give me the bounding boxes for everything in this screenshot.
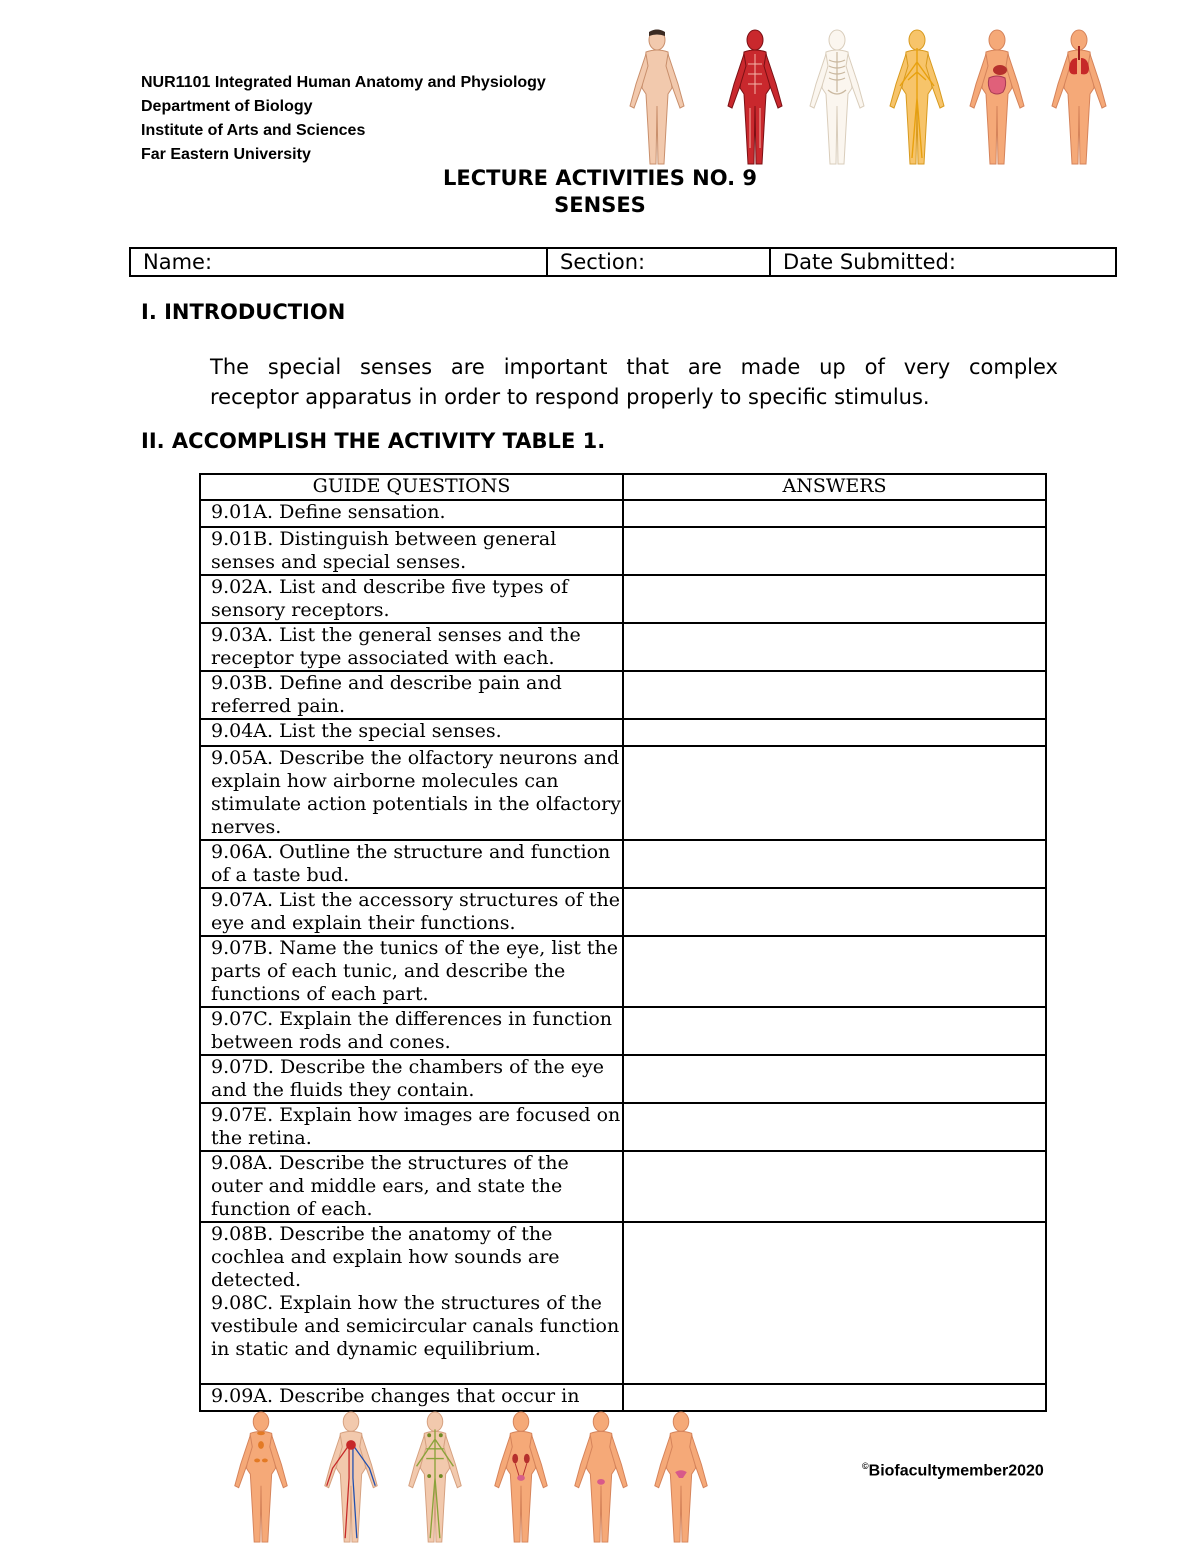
table-header-row: [200, 474, 1046, 500]
female-reproductive-system-figure: [646, 1410, 716, 1544]
respiratory-system-figure: [1046, 28, 1112, 166]
copyright-symbol: ©: [862, 1461, 869, 1471]
copyright-notice: [862, 1461, 1044, 1480]
answer-cell[interactable]: [623, 888, 1046, 936]
answer-cell[interactable]: [623, 671, 1046, 719]
nervous-system-figure: [884, 28, 950, 166]
guide-question: 9.06A. Outline the structure and function of a taste bud.: [200, 840, 623, 888]
digestive-system-figure: [964, 28, 1030, 166]
date-submitted-label: Date Submitted:: [783, 250, 956, 274]
answer-cell[interactable]: [623, 1103, 1046, 1151]
guide-question: 9.07E. Explain how images are focused on the retina.: [200, 1103, 623, 1151]
guide-question: 9.01A. Define sensation.: [200, 500, 623, 527]
guide-question: 9.07A. List the accessory structures of the eye and explain their functions.: [200, 888, 623, 936]
guide-question: 9.02A. List and describe five types of sensory receptors.: [200, 575, 623, 623]
table-row: [200, 840, 1046, 888]
guide-question: 9.07D. Describe the chambers of the eye and the fluids they contain.: [200, 1055, 623, 1103]
guide-questions-header: GUIDE QUESTIONS: [200, 474, 623, 500]
answer-cell[interactable]: [623, 746, 1046, 840]
table-row: [200, 746, 1046, 840]
guide-question: 9.03B. Define and describe pain and referred pain.: [200, 671, 623, 719]
table-row: [200, 500, 1046, 527]
male-reproductive-system-figure: [566, 1410, 636, 1544]
student-info-table: [129, 247, 1117, 277]
activity-heading: II. ACCOMPLISH THE ACTIVITY TABLE 1.: [141, 429, 606, 453]
activity-title: LECTURE ACTIVITIES NO. 9: [443, 166, 757, 190]
answer-cell[interactable]: [623, 527, 1046, 575]
guide-question: 9.08B. Describe the anatomy of the cochlea and explain how sounds are detected. 9.08C. Explain how the structures of the vestibule and semicircular canals function in static and dynamic equilibrium.: [200, 1222, 623, 1384]
table-row: [200, 936, 1046, 1007]
introduction-line-1: The special senses are important that are made up of very complex: [210, 355, 1058, 379]
guide-question: 9.07C. Explain the differences in function between rods and cones.: [200, 1007, 623, 1055]
table-row: [200, 1151, 1046, 1222]
answer-cell[interactable]: [623, 500, 1046, 527]
answers-header: ANSWERS: [623, 474, 1046, 500]
endocrine-system-figure: [226, 1410, 296, 1544]
lymphatic-system-figure: [400, 1410, 470, 1544]
guide-question: 9.05A. Describe the olfactory neurons and explain how airborne molecules can stimulate action potentials in the olfactory nerves.: [200, 746, 623, 840]
table-row: [200, 671, 1046, 719]
muscular-system-figure: [722, 28, 788, 166]
cardiovascular-system-figure: [316, 1410, 386, 1544]
answer-cell[interactable]: [623, 1222, 1046, 1384]
table-row: [200, 1103, 1046, 1151]
table-row: [200, 1007, 1046, 1055]
introduction-text: [210, 352, 1058, 412]
introduction-heading: I. INTRODUCTION: [141, 300, 346, 324]
answer-cell[interactable]: [623, 623, 1046, 671]
institute-name: Institute of Arts and Sciences: [141, 122, 366, 139]
introduction-line-2: receptor apparatus in order to respond properly to specific stimulus.: [210, 385, 930, 409]
integumentary-system-figure: [624, 28, 690, 166]
section-field[interactable]: [548, 249, 771, 275]
table-row: [200, 1055, 1046, 1103]
university-name: Far Eastern University: [141, 146, 311, 163]
answer-cell[interactable]: [623, 840, 1046, 888]
department-name: Department of Biology: [141, 98, 313, 115]
answer-cell[interactable]: [623, 1055, 1046, 1103]
answer-cell[interactable]: [623, 719, 1046, 746]
name-label: Name:: [143, 250, 213, 274]
table-row: [200, 575, 1046, 623]
course-header: [141, 71, 546, 167]
answer-cell[interactable]: [623, 575, 1046, 623]
activity-table: [199, 473, 1047, 1412]
name-field[interactable]: [131, 249, 548, 275]
guide-question: 9.07B. Name the tunics of the eye, list the parts of each tunic, and describe the functions of each part.: [200, 936, 623, 1007]
answer-cell[interactable]: [623, 1151, 1046, 1222]
section-label: Section:: [560, 250, 646, 274]
guide-question: 9.09A. Describe changes that occur in: [200, 1384, 623, 1411]
table-row: [200, 888, 1046, 936]
course-name: NUR1101 Integrated Human Anatomy and Physiology: [141, 74, 546, 91]
table-row: [200, 1222, 1046, 1384]
answer-cell[interactable]: [623, 1007, 1046, 1055]
guide-question: 9.01B. Distinguish between general senses and special senses.: [200, 527, 623, 575]
guide-question: 9.04A. List the special senses.: [200, 719, 623, 746]
table-row: [200, 1384, 1046, 1411]
guide-question: 9.08A. Describe the structures of the outer and middle ears, and state the function of each.: [200, 1151, 623, 1222]
skeletal-system-figure: [804, 28, 870, 166]
topic-title: SENSES: [554, 193, 646, 217]
date-submitted-field[interactable]: [771, 249, 1115, 275]
guide-question: 9.03A. List the general senses and the receptor type associated with each.: [200, 623, 623, 671]
answer-cell[interactable]: [623, 1384, 1046, 1411]
answer-cell[interactable]: [623, 936, 1046, 1007]
table-row: [200, 719, 1046, 746]
copyright-text: Biofacultymember2020: [868, 1462, 1044, 1480]
table-row: [200, 527, 1046, 575]
table-row: [200, 623, 1046, 671]
urinary-system-figure: [486, 1410, 556, 1544]
